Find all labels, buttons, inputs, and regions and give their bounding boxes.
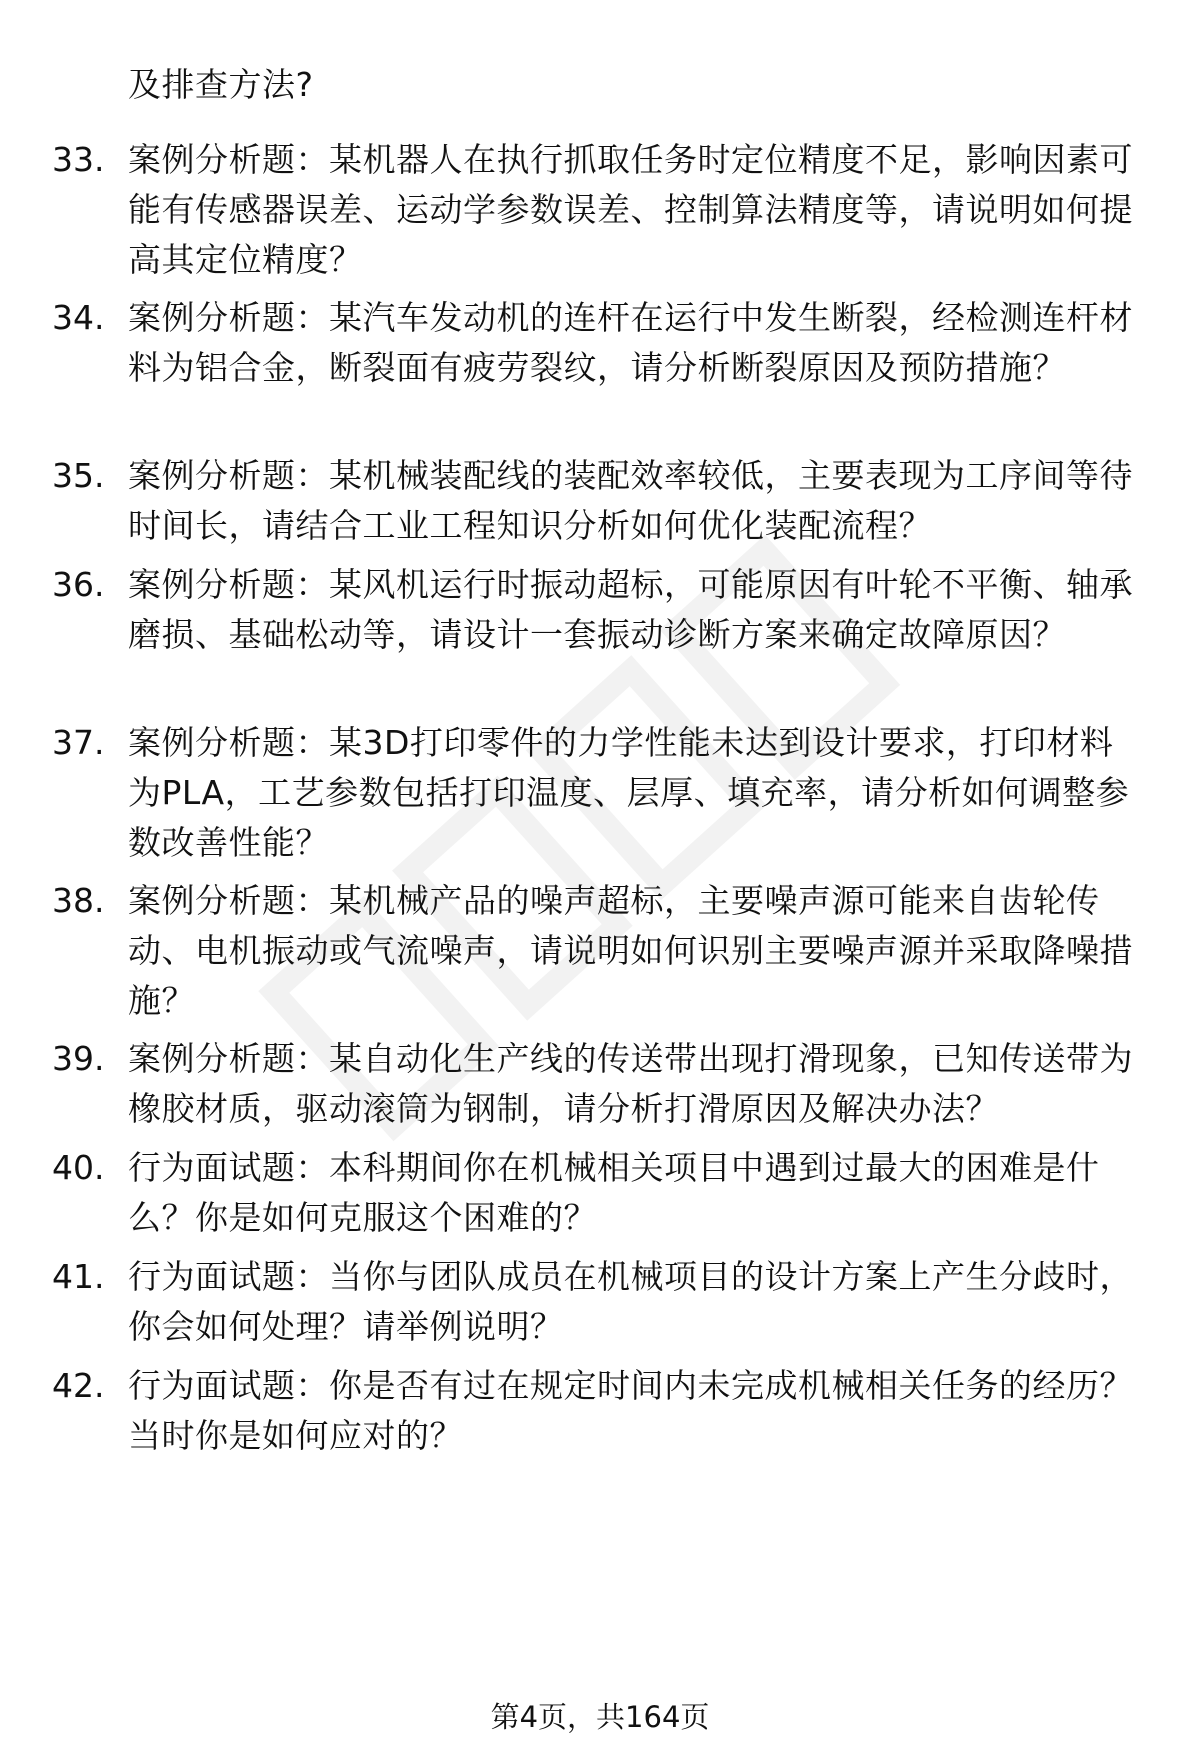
question-number: 37. <box>52 723 105 762</box>
question-text: 案例分析题：某机械产品的噪声超标，主要噪声源可能来自齿轮传动、电机振动或气流噪声，请说明如何识别主要噪声源并采取降噪措施？ <box>128 881 1133 1020</box>
previous-question-continuation: 及排查方法? <box>128 65 314 104</box>
question-text: 案例分析题：某机器人在执行抓取任务时定位精度不足，影响因素可能有传感器误差、运动学参数误差、控制算法精度等，请说明如何提高其定位精度？ <box>128 140 1133 279</box>
question-number: 38. <box>52 881 105 920</box>
question-number: 40. <box>52 1148 105 1187</box>
question-item <box>52 1034 1152 1134</box>
question-number: 36. <box>52 565 105 604</box>
question-item <box>52 876 1152 1026</box>
question-text: 案例分析题：某机械装配线的装配效率较低，主要表现为工序间等待时间长，请结合工业工程知识分析如何优化装配流程？ <box>128 456 1133 545</box>
question-text: 行为面试题：当你与团队成员在机械项目的设计方案上产生分歧时，你会如何处理？请举例说明？ <box>128 1257 1133 1346</box>
question-item <box>52 1143 1152 1243</box>
question-number: 33. <box>52 140 105 179</box>
question-text: 行为面试题：本科期间你在机械相关项目中遇到过最大的困难是什么？你是如何克服这个困难的？ <box>128 1148 1100 1237</box>
question-item <box>52 718 1152 868</box>
question-item <box>52 135 1152 285</box>
question-item <box>52 560 1152 660</box>
question-number: 42. <box>52 1366 105 1405</box>
question-number: 41. <box>52 1257 105 1296</box>
question-text: 案例分析题：某自动化生产线的传送带出现打滑现象，已知传送带为橡胶材质，驱动滚筒为钢制，请分析打滑原因及解决办法？ <box>128 1039 1133 1128</box>
question-item <box>52 293 1152 393</box>
question-item <box>52 1252 1152 1352</box>
question-text: 案例分析题：某风机运行时振动超标，可能原因有叶轮不平衡、轴承磨损、基础松动等，请设计一套振动诊断方案来确定故障原因？ <box>128 565 1133 654</box>
question-item <box>52 1361 1152 1461</box>
page-number-footer: 第4页，共164页 <box>490 1700 710 1734</box>
question-number: 35. <box>52 456 105 495</box>
question-text: 案例分析题：某3D打印零件的力学性能未达到设计要求，打印材料为PLA，工艺参数包括打印温度、层厚、填充率，请分析如何调整参数改善性能？ <box>128 723 1130 862</box>
question-item <box>52 451 1152 551</box>
question-number: 39. <box>52 1039 105 1078</box>
question-text: 行为面试题：你是否有过在规定时间内未完成机械相关任务的经历？当时你是如何应对的？ <box>128 1366 1133 1455</box>
question-text: 案例分析题：某汽车发动机的连杆在运行中发生断裂，经检测连杆材料为铝合金，断裂面有疲劳裂纹，请分析断裂原因及预防措施？ <box>128 298 1133 387</box>
question-number: 34. <box>52 298 105 337</box>
